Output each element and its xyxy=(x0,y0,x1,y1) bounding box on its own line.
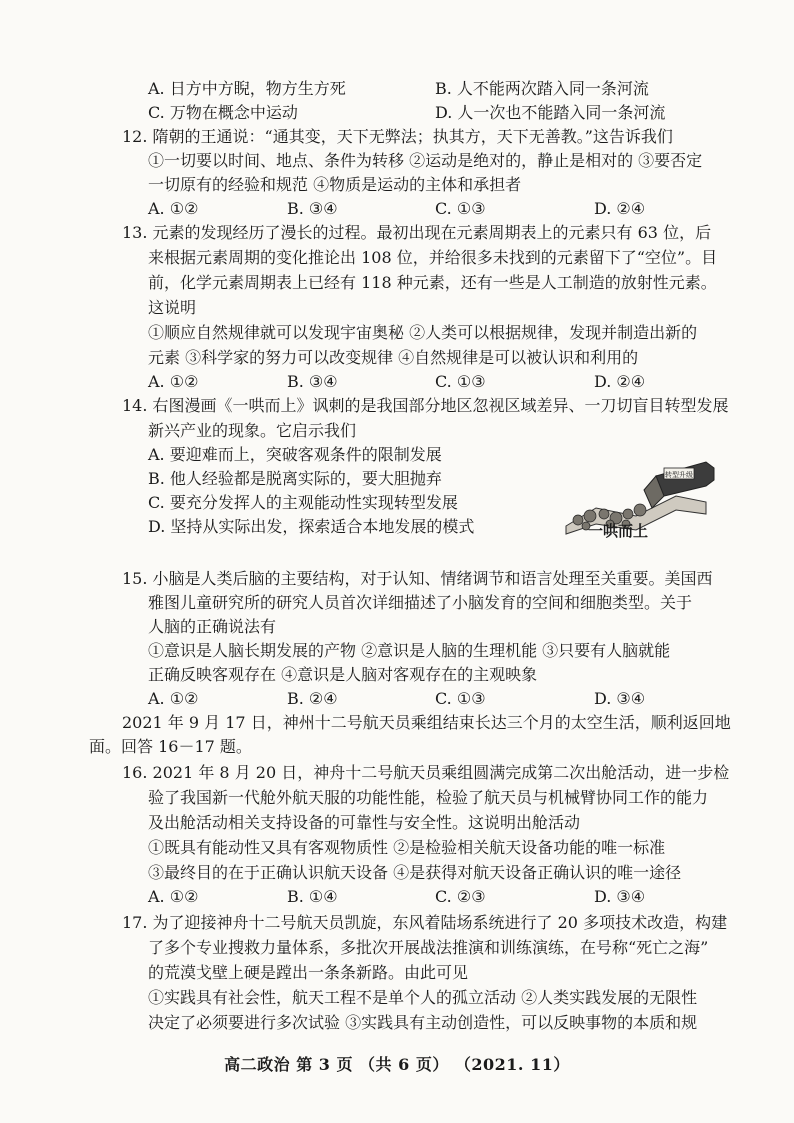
q13-option-d: D. ②④ xyxy=(594,372,646,391)
q12-option-a: A. ①② xyxy=(148,199,199,218)
intro-line1: 2021 年 9 月 17 日，神州十二号航天员乘组结束长达三个月的太空生活，顺利返回地 xyxy=(122,713,731,732)
page-footer: 高二政治 第 3 页 （共 6 页） （2021. 11） xyxy=(224,1055,570,1074)
q15-line3: 人脑的正确说法有 xyxy=(148,617,277,636)
q13-line6: 元素 ③科学家的努力可以改变规律 ④自然规律是可以被认识和利用的 xyxy=(148,348,639,367)
q15-line2: 雅图儿童研究所的研究人员首次详细描述了小脑发育的空间和细胞类型。关于 xyxy=(148,593,693,612)
q11-option-a: A. 日方中方睨，物方生方死 xyxy=(148,79,346,98)
q13-line2: 来根据元素周期的变化推论出 108 位，并给很多未找到的元素留下了“空位”。目 xyxy=(148,248,718,267)
q17-line3: 的荒漠戈壁上硬是蹚出一条条新路。由此可见 xyxy=(148,963,469,982)
q14-option-c: C. 要充分发挥人的主观能动性实现转型发展 xyxy=(148,493,458,512)
q12-stem: 12. 隋朝的王通说：“通其变，天下无弊法；执其方，天下无善教。”这告诉我们 xyxy=(122,127,673,146)
q15-option-b: B. ②④ xyxy=(287,689,338,708)
cartoon-caption: 一哄而上 xyxy=(588,522,649,540)
q17-line4: ①实践具有社会性，航天工程不是单个人的孤立活动 ②人类实践发展的无限性 xyxy=(148,988,698,1007)
q16-line3: 及出舱活动相关支持设备的可靠性与安全性。这说明出舱活动 xyxy=(148,813,581,832)
q14-option-b: B. 他人经验都是脱离实际的，要大胆抛弃 xyxy=(148,469,442,488)
q15-option-c: C. ①③ xyxy=(435,689,486,708)
q11-option-d: D. 人一次也不能踏入同一条河流 xyxy=(435,103,666,122)
q11-option-c: C. 万物在概念中运动 xyxy=(148,103,298,122)
q17-line1: 17. 为了迎接神舟十二号航天员凯旋，东风着陆场系统进行了 20 多项技术改造，构建 xyxy=(122,913,728,932)
q13-line5: ①顺应自然规律就可以发现宇宙奥秘 ②人类可以根据规律，发现并制造出新的 xyxy=(148,323,698,342)
q15-option-a: A. ①② xyxy=(148,689,199,708)
q13-line1: 13. 元素的发现经历了漫长的过程。最初出现在元素周期表上的元素只有 63 位，后 xyxy=(122,223,712,242)
q13-line4: 这说明 xyxy=(148,298,197,317)
q11-option-b: B. 人不能两次踏入同一条河流 xyxy=(435,79,649,98)
q14-line2: 新兴产业的现象。它启示我们 xyxy=(148,421,357,440)
q15-line1: 15. 小脑是人类后脑的主要结构，对于认知、情绪调节和语言处理至关重要。美国西 xyxy=(122,569,713,588)
q17-line2: 了多个专业搜救力量体系，多批次开展战法推演和训练演练，在号称“死亡之海” xyxy=(148,938,709,957)
q16-line5: ③最终目的在于正确认识航天设备 ④是获得对航天设备正确认识的唯一途径 xyxy=(148,863,682,882)
q16-line1: 16. 2021 年 8 月 20 日，神舟十二号航天员乘组圆满完成第二次出舱活动，进一步检 xyxy=(122,763,730,782)
q15-line5: 正确反映客观存在 ④意识是人脑对客观存在的主观映象 xyxy=(148,665,538,684)
intro-line2: 面。回答 16－17 题。 xyxy=(89,737,252,756)
q16-option-d: D. ③④ xyxy=(594,887,646,906)
q16-option-c: C. ②③ xyxy=(435,887,486,906)
q17-line5: 决定了必须要进行多次试验 ③实践具有主动创造性，可以反映事物的本质和规 xyxy=(148,1013,698,1032)
q15-option-d: D. ③④ xyxy=(594,689,646,708)
q15-line4: ①意识是人脑长期发展的产物 ②意识是人脑的生理机能 ③只要有人脑就能 xyxy=(148,641,671,660)
q13-option-b: B. ③④ xyxy=(287,372,338,391)
q16-option-a: A. ①② xyxy=(148,887,199,906)
q16-line4: ①既具有能动性又具有客观物质性 ②是检验相关航天设备功能的唯一标准 xyxy=(148,838,666,857)
q12-line2: ①一切要以时间、地点、条件为转移 ②运动是绝对的，静止是相对的 ③要否定 xyxy=(148,151,703,170)
q16-line2: 验了我国新一代舱外航天服的功能性能，检验了航天员与机械臂协同工作的能力 xyxy=(148,788,709,807)
q12-option-c: C. ①③ xyxy=(435,199,486,218)
q14-option-a: A. 要迎难而上，突破客观条件的限制发展 xyxy=(148,445,442,464)
q13-option-a: A. ①② xyxy=(148,372,199,391)
q14-line1: 14. 右图漫画《一哄而上》讽刺的是我国部分地区忽视区域差异、一刀切盲目转型发展 xyxy=(122,396,729,415)
q12-line3: 一切原有的经验和规范 ④物质是运动的主体和承担者 xyxy=(148,175,522,194)
q16-option-b: B. ①④ xyxy=(287,887,338,906)
q12-option-d: D. ②④ xyxy=(594,199,646,218)
q13-line3: 前，化学元素周期表上已经有 118 种元素，还有一些是人工制造的放射性元素。 xyxy=(148,273,717,292)
q13-option-c: C. ①③ xyxy=(435,372,486,391)
q12-option-b: B. ③④ xyxy=(287,199,338,218)
cartoon-sign-text: 转型升级 xyxy=(665,471,693,479)
q14-option-d: D. 坚持从实际出发，探索适合本地发展的模式 xyxy=(148,517,475,536)
